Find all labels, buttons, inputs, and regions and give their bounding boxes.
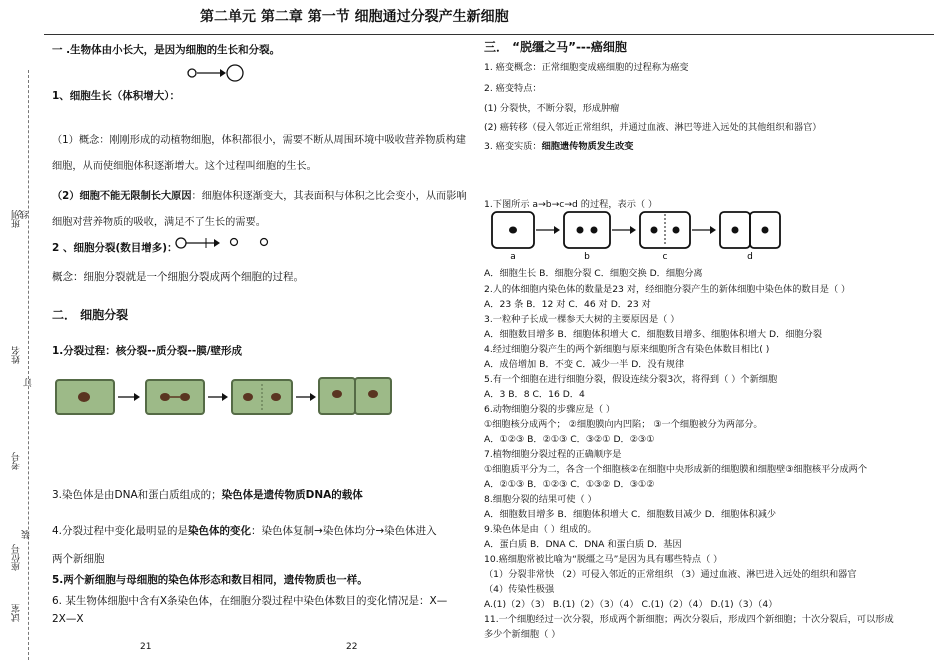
cancer-essence-bold: 细胞遗传物质发生改变	[541, 141, 634, 152]
cancer-concept: 1. 癌变概念：正常细胞变成癌细胞的过程称为癌变	[484, 62, 689, 73]
growth-limit-text: ：细胞体积逐渐变大，其表面积与体积之比会变小，从而影响细胞对营养物质的吸收，满足不了生长的需要。	[52, 191, 467, 228]
figure-label-c: c	[662, 252, 668, 262]
growth-limit-paragraph	[52, 184, 470, 236]
change-line-2: 两个新细胞	[52, 553, 105, 565]
cancer-essence-label: 3. 癌变实质：	[484, 141, 542, 152]
chromosome-text: 3.染色体是由DNA和蛋白质组成的；	[52, 489, 222, 501]
question-line: 4.经过细胞分裂产生的两个新细胞与原来细胞所含有染色体数目相比( )	[484, 344, 770, 355]
page-number-left: 21	[140, 642, 152, 652]
change-text-a: 4.分裂过程中变化最明显的是	[52, 525, 189, 537]
cancer-features-heading: 2. 癌变特点：	[484, 83, 542, 94]
abcd-cell-figure	[488, 210, 788, 262]
figure-stage-a	[492, 212, 534, 262]
change-bold: 染色体的变化	[188, 525, 252, 537]
question-line: 多少个新细胞（ ）	[484, 629, 561, 640]
question-line: ①细胞核分成两个； ②细胞膜向内凹陷； ③一个细胞被分为两部分。	[484, 419, 763, 430]
question-line: 8.细胞分裂的结果可使（ ）	[484, 494, 597, 505]
question-line: A．23 条 B．12 对 C．46 对 D．23 对	[484, 299, 651, 310]
page-title: 第二单元 第二章 第一节 细胞通过分裂产生新细胞	[200, 9, 509, 25]
cancer-essence-line	[484, 138, 634, 152]
question-line: A．②①③ B．①②③ C．①③② D．③①②	[484, 479, 655, 490]
question-line: 9.染色体是由（ ）组成的。	[484, 524, 597, 535]
room-label: 试室	[12, 604, 22, 622]
question-line: ①细胞质平分为二，各含一个细胞核②在细胞中央形成新的细胞膜和细胞壁③细胞核平分成两个	[484, 464, 868, 475]
section-1-heading: 一 .生物体由小长大，是因为细胞的生长和分裂。	[52, 44, 281, 56]
growth-diagram	[184, 63, 246, 83]
question-line: （4）传染性极强	[484, 584, 555, 595]
section-2-heading: 二． 细胞分裂	[52, 308, 129, 322]
figure-label-d: d	[747, 252, 753, 262]
question-line: A．细胞生长 B．细胞分裂 C．细胞交换 D．细胞分离	[484, 268, 703, 279]
growth-heading: 1、细胞生长（体积增大）：	[52, 90, 181, 102]
seal-label: 线	[20, 210, 30, 219]
question-line: 7.植物细胞分裂过程的正确顺序是	[484, 449, 622, 460]
same-chromosome-line: 5.两个新细胞与母细胞的染色体形态和数目相同，遗传物质也一样。	[52, 574, 368, 586]
change-line	[52, 523, 437, 538]
question-6-line: 6. 某生物体细胞中含有X条染色体，在细胞分裂过程中染色体数目的变化情况是：X—	[52, 595, 448, 607]
question-line: A．细胞数目增多 B．细胞体积增大 C．细胞数目减少 D．细胞体积减少	[484, 509, 777, 520]
page-number-right: 22	[346, 642, 358, 652]
question-line: 5.有一个细胞在进行细胞分裂，假设连续分裂3次，将得到（ ）个新细胞	[484, 374, 778, 385]
name-label: 姓名	[12, 346, 22, 364]
question-line-1: 1.下图所示 a→b→c→d 的过程，表示（ ）	[484, 199, 658, 210]
exam-number-label: 考号	[12, 452, 22, 470]
question-line: A．细胞数目增多 B．细胞体积增大 C．细胞数目增多、细胞体积增大 D．细胞分裂	[484, 329, 823, 340]
question-line: A．3 B．8 C．16 D．4	[484, 389, 585, 400]
question-line: 11.一个细胞经过一次分裂，形成两个新细胞；两次分裂后，形成四个新细胞；十次分裂后，可以形成	[484, 614, 894, 625]
figure-label-a: a	[510, 252, 516, 262]
figure-stage-b	[564, 212, 610, 262]
change-text-c: ：染色体复制→染色体均分→染色体进入	[251, 525, 437, 537]
growth-concept: （1）概念：刚刚形成的动植物细胞，体积都很小，需要不断从周围环境中吸收营养物质构建细胞，从而使细胞体积逐渐增大。这个过程叫细胞的生长。	[52, 135, 466, 172]
question-6-line-2: 2X—X	[52, 613, 84, 625]
figure-stage-c	[640, 212, 690, 262]
plant-cell-division-figure	[54, 376, 394, 418]
figure-stage-d	[720, 212, 780, 262]
division-concept: 概念：细胞分裂就是一个细胞分裂成两个细胞的过程。	[52, 271, 304, 283]
cancer-feature-1: (1) 分裂快，不断分裂，形成肿瘤	[484, 103, 620, 114]
question-line: A．①②③ B．②①③ C．③②① D．②③①	[484, 434, 655, 445]
question-line: A．成倍增加 B．不变 C．减少一半 D．没有规律	[484, 359, 685, 370]
cell-stage-1	[56, 380, 114, 414]
cell-stage-3	[232, 380, 292, 414]
question-line: A.(1)（2）（3） B.(1)（2）（3）（4） C.(1)（2）（4） D.(1)（3）（4）	[484, 599, 778, 610]
division-heading: 2 、细胞分裂(数目增多)：	[52, 242, 178, 254]
division-diagram	[174, 233, 274, 253]
seal-label-2: 订	[24, 378, 34, 387]
section-3-heading: 三． “脱缰之马”---癌细胞	[484, 40, 627, 54]
growth-limit-bold: （2）细胞不能无限制长大原因	[52, 191, 192, 202]
cell-stage-4	[319, 378, 391, 414]
seat-number-label: 座位号	[12, 544, 22, 571]
question-line: A．蛋白质 B．DNA C．DNA 和蛋白质 D．基因	[484, 539, 682, 550]
question-line: （1）分裂非常快 （2）可侵入邻近的正常组织 （3）通过血液、淋巴进入远处的组织和器官	[484, 569, 857, 580]
question-line: 10.癌细胞常被比喻为“脱缰之马”是因为具有哪些特点（ ）	[484, 554, 723, 565]
class-label: 班别	[12, 210, 22, 228]
header-rule	[44, 34, 934, 35]
chromosome-bold: 染色体是遗传物质DNA的载体	[221, 489, 363, 501]
cut-line	[28, 70, 29, 660]
cancer-feature-2: (2) 癌转移（侵入邻近正常组织，并通过血液、淋巴等进入远处的其他组织和器官）	[484, 122, 822, 133]
chromosome-line	[52, 487, 363, 502]
question-line: 6.动物细胞分裂的步骤应是（ ）	[484, 404, 616, 415]
question-line: 2.人的体细胞内染色体的数量是23 对，经细胞分裂产生的新体细胞中染色体的数目是（ ）	[484, 284, 851, 295]
question-line: 3.一粒种子长成一棵参天大树的主要原因是（ ）	[484, 314, 680, 325]
cell-stage-2	[146, 380, 204, 414]
division-process: 1.分裂过程：核分裂--质分裂--膜/壁形成	[52, 345, 243, 357]
seal-label-3: 装	[22, 530, 32, 539]
figure-label-b: b	[584, 252, 590, 262]
